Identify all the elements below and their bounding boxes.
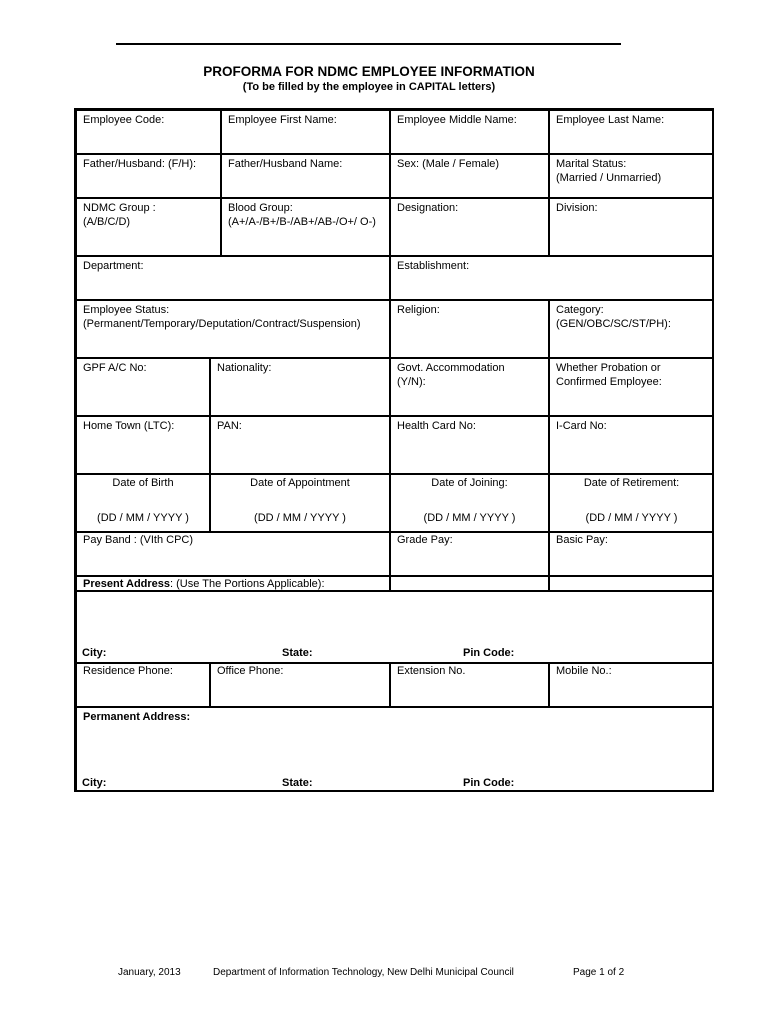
icard-cell[interactable] bbox=[549, 416, 714, 474]
home-town-cell[interactable] bbox=[76, 416, 210, 474]
office-phone-cell[interactable] bbox=[210, 663, 390, 707]
office-phone-label: Office Phone: bbox=[217, 665, 284, 677]
first-name-label: Employee First Name: bbox=[228, 114, 337, 126]
basic-pay-label: Basic Pay: bbox=[556, 534, 608, 546]
division-label: Division: bbox=[556, 202, 598, 214]
extension-label: Extension No. bbox=[397, 665, 466, 677]
religion-cell[interactable] bbox=[390, 300, 549, 358]
present-city-label: City: bbox=[82, 647, 107, 659]
grade-pay-label: Grade Pay: bbox=[397, 534, 453, 546]
religion-label: Religion: bbox=[397, 304, 440, 316]
designation-label: Designation: bbox=[397, 202, 459, 214]
ndmc-group-cell[interactable] bbox=[76, 198, 221, 256]
gpf-cell[interactable] bbox=[76, 358, 210, 416]
probation-cell[interactable] bbox=[549, 358, 714, 416]
permanent-address-field[interactable] bbox=[76, 707, 714, 792]
present-address-note: : (Use The Portions Applicable): bbox=[170, 578, 325, 590]
department-label: Department: bbox=[83, 260, 144, 272]
present-address-field[interactable] bbox=[76, 591, 714, 663]
present-state-label: State: bbox=[282, 647, 313, 659]
header-rule bbox=[116, 43, 621, 45]
present-address-blank-2 bbox=[549, 576, 714, 591]
employee-form-table bbox=[74, 108, 714, 792]
middle-name-label: Employee Middle Name: bbox=[397, 114, 517, 126]
establishment-cell[interactable] bbox=[390, 256, 714, 300]
pay-band-cell[interactable] bbox=[76, 532, 390, 576]
form-title: PROFORMA FOR NDMC EMPLOYEE INFORMATION bbox=[203, 64, 535, 79]
date-format-hint: (DD / MM / YYYY ) bbox=[585, 512, 678, 524]
ndmc-group-options: (A/B/C/D) bbox=[83, 216, 131, 228]
date-of-joining-cell[interactable] bbox=[390, 474, 549, 532]
middle-name-cell[interactable] bbox=[390, 110, 549, 154]
govt-accommodation-label: Govt. Accommodation bbox=[397, 362, 505, 374]
mobile-label: Mobile No.: bbox=[556, 665, 612, 677]
health-card-label: Health Card No: bbox=[397, 420, 476, 432]
present-address-blank-1 bbox=[390, 576, 549, 591]
marital-options: (Married / Unmarried) bbox=[556, 172, 662, 184]
marital-status-label: Marital Status: bbox=[556, 158, 627, 170]
employee-code-label: Employee Code: bbox=[83, 114, 165, 126]
pay-band-label: Pay Band : (VIth CPC) bbox=[83, 534, 194, 546]
employee-status-options: (Permanent/Temporary/Deputation/Contract/Suspension) bbox=[83, 318, 361, 330]
date-of-joining-label: Date of Joining: bbox=[431, 477, 508, 489]
mobile-cell[interactable] bbox=[549, 663, 714, 707]
ndmc-group-label: NDMC Group : bbox=[83, 202, 156, 214]
pan-cell[interactable] bbox=[210, 416, 390, 474]
date-of-birth-label: Date of Birth bbox=[112, 477, 174, 489]
permanent-city-label: City: bbox=[82, 777, 107, 789]
extension-cell[interactable] bbox=[390, 663, 549, 707]
icard-label: I-Card No: bbox=[556, 420, 607, 432]
date-of-birth-cell[interactable] bbox=[76, 474, 210, 532]
health-card-cell[interactable] bbox=[390, 416, 549, 474]
sex-cell[interactable] bbox=[390, 154, 549, 198]
date-of-appointment-label: Date of Appointment bbox=[250, 477, 350, 489]
present-pin-code-label: Pin Code: bbox=[463, 647, 515, 659]
permanent-state-label: State: bbox=[282, 777, 313, 789]
employee-status-cell[interactable] bbox=[76, 300, 390, 358]
blood-group-cell[interactable] bbox=[221, 198, 390, 256]
category-label: Category: bbox=[556, 304, 604, 316]
nationality-label: Nationality: bbox=[217, 362, 272, 374]
residence-phone-cell[interactable] bbox=[76, 663, 210, 707]
date-format-hint: (DD / MM / YYYY ) bbox=[97, 512, 189, 524]
father-husband-fh-cell[interactable] bbox=[76, 154, 221, 198]
blood-group-options: (A+/A-/B+/B-/AB+/AB-/O+/ O-) bbox=[228, 216, 376, 228]
footer-department: Department of Information Technology, New Delhi Municipal Council bbox=[213, 967, 514, 978]
last-name-cell[interactable] bbox=[549, 110, 714, 154]
govt-accommodation-options: (Y/N): bbox=[397, 376, 426, 388]
nationality-cell[interactable] bbox=[210, 358, 390, 416]
footer-page-number: Page 1 of 2 bbox=[573, 967, 625, 978]
father-husband-fh-label: Father/Husband: (F/H): bbox=[83, 158, 197, 170]
gpf-label: GPF A/C No: bbox=[83, 362, 147, 374]
probation-label: Whether Probation or bbox=[556, 362, 661, 374]
designation-cell[interactable] bbox=[390, 198, 549, 256]
father-husband-name-label: Father/Husband Name: bbox=[228, 158, 343, 170]
date-of-retirement-label: Date of Retirement: bbox=[583, 477, 680, 489]
date-format-hint: (DD / MM / YYYY ) bbox=[423, 512, 516, 524]
date-of-appointment-cell[interactable] bbox=[210, 474, 390, 532]
sex-label: Sex: (Male / Female) bbox=[397, 158, 500, 170]
employee-code-cell[interactable] bbox=[76, 110, 221, 154]
home-town-label: Home Town (LTC): bbox=[83, 420, 175, 432]
division-cell[interactable] bbox=[549, 198, 714, 256]
date-of-retirement-cell[interactable] bbox=[549, 474, 714, 532]
blood-group-label: Blood Group: bbox=[228, 202, 293, 214]
govt-accommodation-cell[interactable] bbox=[390, 358, 549, 416]
pan-label: PAN: bbox=[217, 420, 242, 432]
category-cell[interactable] bbox=[549, 300, 714, 358]
footer-date: January, 2013 bbox=[118, 967, 181, 978]
residence-phone-label: Residence Phone: bbox=[83, 665, 173, 677]
category-options: (GEN/OBC/SC/ST/PH): bbox=[556, 318, 671, 330]
present-address-label: Present Address bbox=[83, 578, 171, 590]
permanent-address-label: Permanent Address: bbox=[83, 711, 191, 723]
first-name-cell[interactable] bbox=[221, 110, 390, 154]
probation-label-line2: Confirmed Employee: bbox=[556, 376, 662, 388]
form-subtitle: (To be filled by the employee in CAPITAL letters) bbox=[242, 81, 496, 93]
department-cell[interactable] bbox=[76, 256, 390, 300]
permanent-pin-code-label: Pin Code: bbox=[463, 777, 515, 789]
establishment-label: Establishment: bbox=[397, 260, 470, 272]
grade-pay-cell[interactable] bbox=[390, 532, 549, 576]
marital-status-cell[interactable] bbox=[549, 154, 714, 198]
employee-status-label: Employee Status: bbox=[83, 304, 170, 316]
father-husband-name-cell[interactable] bbox=[221, 154, 390, 198]
date-format-hint: (DD / MM / YYYY ) bbox=[254, 512, 346, 524]
present-address-header bbox=[76, 576, 390, 591]
last-name-label: Employee Last Name: bbox=[556, 114, 665, 126]
basic-pay-cell[interactable] bbox=[549, 532, 714, 576]
